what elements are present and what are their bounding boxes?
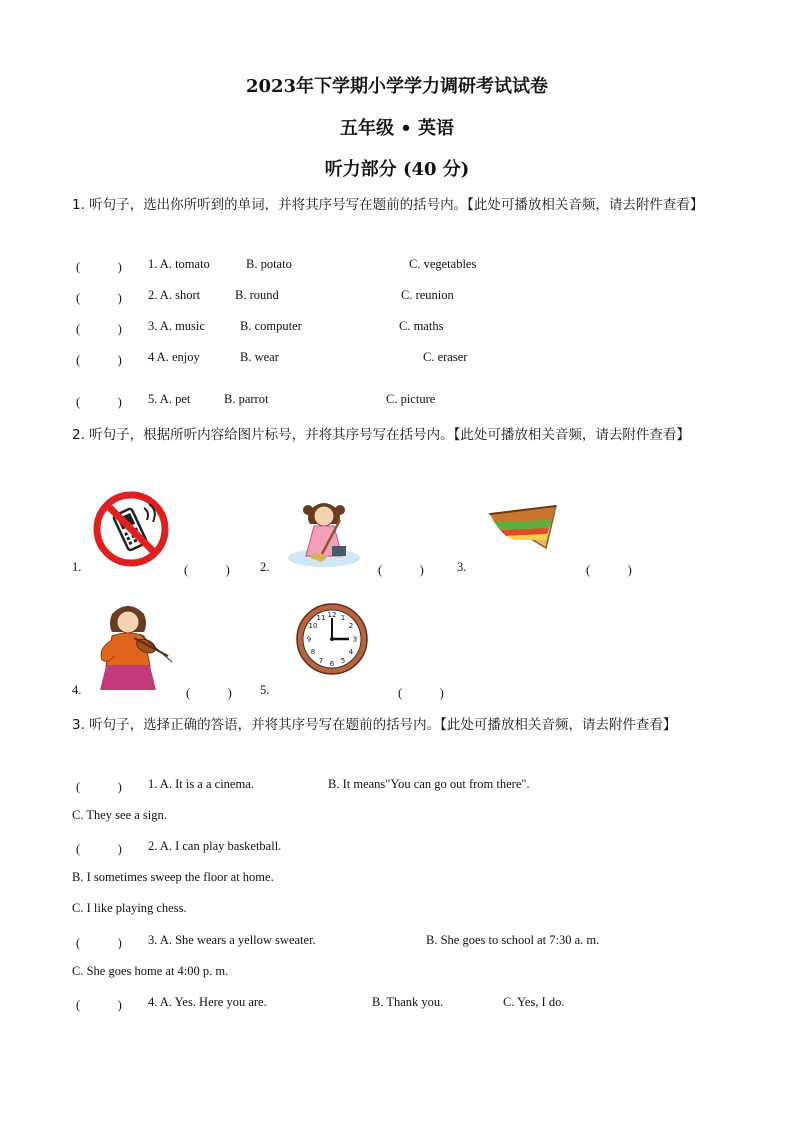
answer-bracket[interactable]: ( ) bbox=[76, 353, 122, 367]
option-c: C. maths bbox=[399, 319, 444, 333]
option-b: B. parrot bbox=[224, 392, 269, 406]
q1-instruction: 1. 听句子，选出你所听到的单词，并将其序号写在题前的括号内。【此处可播放相关音频，请去附件查看】 bbox=[72, 197, 704, 213]
option-c: C. Yes, I do. bbox=[503, 995, 565, 1009]
answer-bracket[interactable]: ( ) bbox=[76, 780, 122, 794]
svg-text:5: 5 bbox=[340, 657, 346, 665]
option-b: B. potato bbox=[246, 257, 292, 271]
answer-bracket[interactable]: ( ) bbox=[184, 563, 230, 577]
no-phone-sign-icon bbox=[92, 490, 170, 568]
answer-bracket[interactable]: ( ) bbox=[76, 842, 122, 856]
item-number: 5. bbox=[260, 683, 270, 697]
svg-text:6: 6 bbox=[329, 660, 335, 668]
option-a: 4. A. Yes. Here you are. bbox=[148, 995, 267, 1009]
option-a: 1. A. tomato bbox=[148, 257, 210, 271]
svg-text:12: 12 bbox=[327, 611, 337, 619]
page-title: 2023年下学期小学学力调研考试试卷 bbox=[245, 76, 549, 97]
answer-bracket[interactable]: ( ) bbox=[76, 260, 122, 274]
option-c: C. picture bbox=[386, 392, 436, 406]
option-b: B. round bbox=[235, 288, 279, 302]
option-a: 2. A. short bbox=[148, 288, 201, 302]
answer-bracket[interactable]: ( ) bbox=[76, 322, 122, 336]
section-title: 听力部分 (40 分) bbox=[324, 159, 470, 180]
answer-bracket[interactable]: ( ) bbox=[76, 395, 122, 409]
answer-bracket[interactable]: ( ) bbox=[76, 998, 122, 1012]
item-number: 3. bbox=[457, 560, 467, 574]
option-a: 3. A. music bbox=[148, 319, 205, 333]
option-b: B. It means"You can go out from there". bbox=[328, 777, 530, 791]
clock-icon bbox=[294, 601, 370, 677]
svg-text:11: 11 bbox=[316, 614, 326, 622]
option-a: 2. A. I can play basketball. bbox=[148, 839, 282, 853]
svg-text:4: 4 bbox=[348, 648, 354, 656]
option-c: C. reunion bbox=[401, 288, 454, 302]
svg-text:10: 10 bbox=[308, 622, 318, 630]
answer-bracket[interactable]: ( ) bbox=[76, 291, 122, 305]
svg-text:1: 1 bbox=[340, 614, 346, 622]
option-b: B. wear bbox=[240, 350, 279, 364]
answer-bracket[interactable]: ( ) bbox=[398, 686, 444, 700]
svg-text:9: 9 bbox=[306, 635, 312, 644]
item-number: 2. bbox=[260, 560, 270, 574]
page-subtitle: 五年级 • 英语 bbox=[339, 118, 455, 139]
option-b: B. Thank you. bbox=[372, 995, 444, 1009]
girl-sweeping-icon bbox=[284, 490, 364, 570]
option-b-line: B. I sometimes sweep the floor at home. bbox=[72, 870, 274, 884]
answer-bracket[interactable]: ( ) bbox=[586, 563, 632, 577]
answer-bracket[interactable]: ( ) bbox=[378, 563, 424, 577]
svg-text:3: 3 bbox=[352, 635, 358, 644]
option-a: 5. A. pet bbox=[148, 392, 191, 406]
girl-violin-icon bbox=[86, 600, 176, 696]
option-b: B. computer bbox=[240, 319, 302, 333]
option-c-line: C. They see a sign. bbox=[72, 808, 167, 822]
answer-bracket[interactable]: ( ) bbox=[186, 686, 232, 700]
option-a: 4 A. enjoy bbox=[148, 350, 200, 364]
option-a: 1. A. It is a a cinema. bbox=[148, 777, 254, 791]
item-number: 1. bbox=[72, 560, 82, 574]
svg-text:7: 7 bbox=[318, 657, 324, 665]
option-b: B. She goes to school at 7:30 a. m. bbox=[426, 933, 600, 947]
svg-text:8: 8 bbox=[310, 648, 316, 656]
option-c: C. vegetables bbox=[409, 257, 477, 271]
q3-instruction: 3. 听句子，选择正确的答语，并将其序号写在题前的括号内。【此处可播放相关音频，请去附件查看】 bbox=[72, 717, 677, 733]
q2-instruction: 2. 听句子，根据所听内容给图片标号，并将其序号写在括号内。【此处可播放相关音频，请去附件查看】 bbox=[72, 427, 690, 443]
option-c-line: C. She goes home at 4:00 p. m. bbox=[72, 964, 229, 978]
sandwich-icon bbox=[486, 502, 562, 554]
option-c: C. eraser bbox=[423, 350, 468, 364]
item-number: 4. bbox=[72, 683, 82, 697]
answer-bracket[interactable]: ( ) bbox=[76, 936, 122, 950]
svg-text:2: 2 bbox=[348, 622, 354, 630]
option-c-line: C. I like playing chess. bbox=[72, 901, 187, 915]
option-a: 3. A. She wears a yellow sweater. bbox=[148, 933, 316, 947]
